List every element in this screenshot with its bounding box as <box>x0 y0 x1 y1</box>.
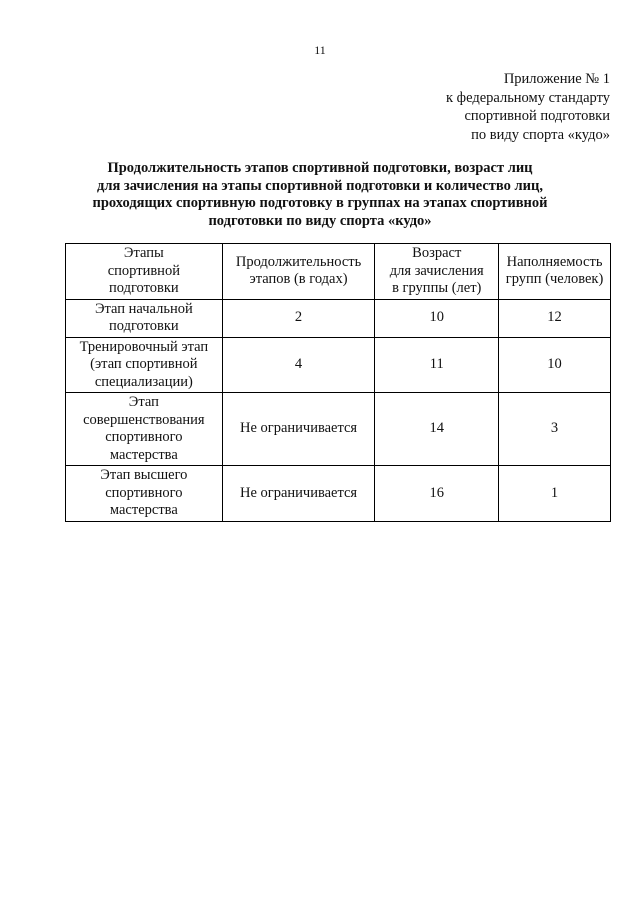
title-line: для зачисления на этапы спортивной подготовки и количество лиц, <box>96 177 544 194</box>
size-cell: 12 <box>499 299 611 337</box>
size-cell: 10 <box>499 337 611 393</box>
table-row <box>66 466 611 522</box>
stage-text: (этап спортивной <box>90 356 198 372</box>
stage-text: подготовки <box>109 318 179 334</box>
title-line: подготовки по виду спорта «кудо» <box>208 212 432 229</box>
title-line: проходящих спортивную подготовку в группах на этапах спортивной <box>92 195 548 211</box>
title-line: Продолжительность этапов спортивной подготовки, возраст лиц <box>107 160 533 176</box>
stage-text: Этап начальной <box>94 300 193 317</box>
duration-cell: Не ограничивается <box>222 393 375 466</box>
header-cell-age <box>375 244 499 300</box>
stage-text: Тренировочный этап <box>79 338 209 355</box>
duration-cell: 4 <box>222 337 375 393</box>
stage-text: мастерства <box>109 502 178 518</box>
header-text: Продолжительность <box>235 253 362 270</box>
header-text: в группы (лет) <box>392 280 482 296</box>
appendix-line: по виду спорта «кудо» <box>471 126 610 143</box>
table-row <box>66 393 611 466</box>
appendix-line: Приложение № 1 <box>503 71 610 87</box>
stage-text: спортивного <box>105 484 183 501</box>
header-text: Наполняемость <box>506 253 603 270</box>
header-text: Возраст <box>412 245 462 261</box>
appendix-line: к федеральному стандарту <box>446 89 610 106</box>
stage-cell <box>66 299 223 337</box>
stage-cell <box>66 466 223 522</box>
duration-cell: 2 <box>222 299 375 337</box>
stage-text: специализации) <box>94 373 193 390</box>
stage-text: Этап <box>128 394 159 410</box>
stage-text: совершенствования <box>83 411 205 428</box>
header-text: этапов (в годах) <box>249 271 348 288</box>
stage-text: Этап высшего <box>100 467 188 483</box>
age-cell: 14 <box>375 393 499 466</box>
stage-text: мастерства <box>109 446 178 463</box>
stage-cell <box>66 393 223 466</box>
stages-table <box>65 243 611 522</box>
header-text: Этапы <box>123 245 164 261</box>
header-cell-size <box>499 244 611 300</box>
stage-cell <box>66 337 223 393</box>
table-row <box>66 337 611 393</box>
header-cell-duration <box>222 244 375 300</box>
header-text: групп (человек) <box>505 271 604 288</box>
header-cell-stage <box>66 244 223 300</box>
stage-text: спортивного <box>105 429 183 445</box>
age-cell: 11 <box>375 337 499 393</box>
age-cell: 16 <box>375 466 499 522</box>
table-row <box>66 299 611 337</box>
page-number: 11 <box>314 43 326 57</box>
table-header-row <box>66 244 611 300</box>
document-title <box>60 160 580 230</box>
header-text: для зачисления <box>389 262 484 279</box>
appendix-block <box>370 70 610 144</box>
header-text: спортивной <box>107 262 180 279</box>
size-cell: 1 <box>499 466 611 522</box>
appendix-line: спортивной подготовки <box>464 108 610 124</box>
age-cell: 10 <box>375 299 499 337</box>
duration-cell: Не ограничивается <box>222 466 375 522</box>
header-text: подготовки <box>109 280 179 296</box>
size-cell: 3 <box>499 393 611 466</box>
